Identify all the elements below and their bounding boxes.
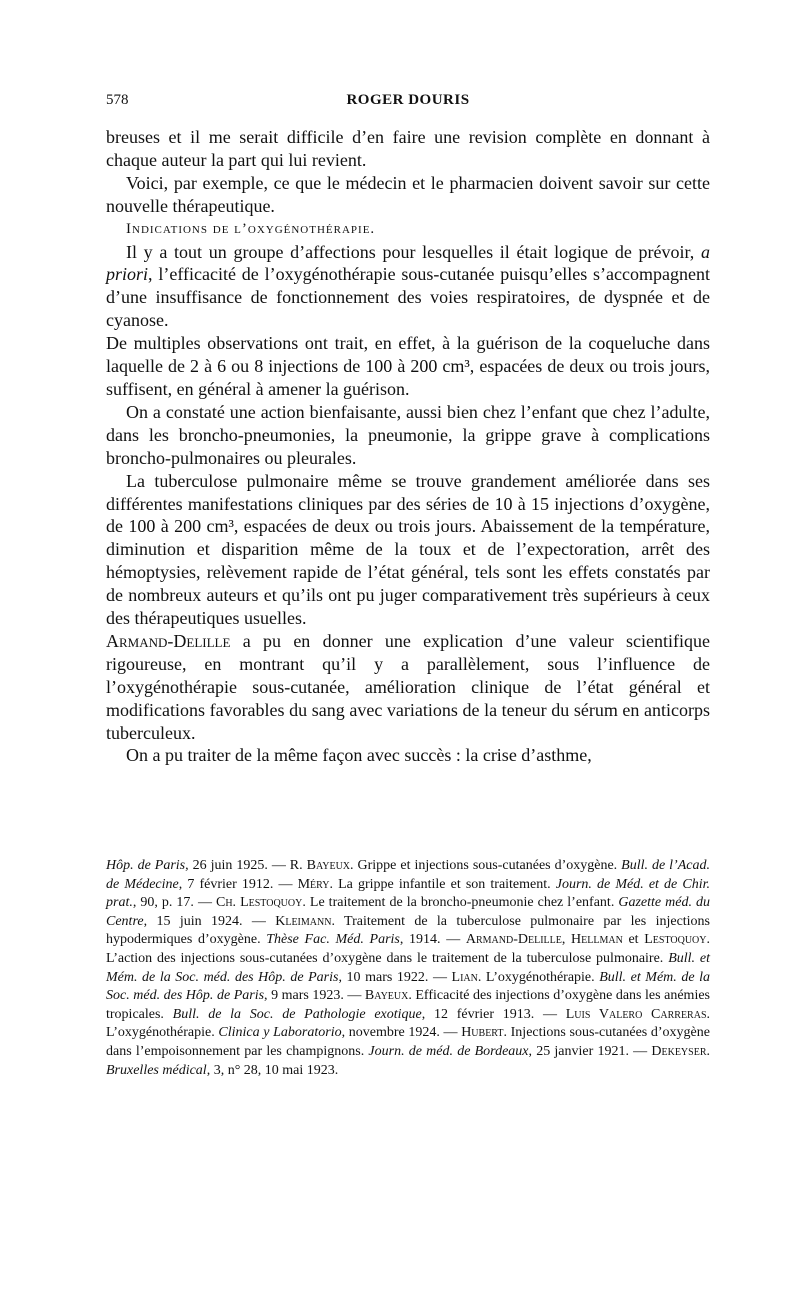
footnotes <box>106 857 710 1080</box>
citation-text: . L’action des injections sous-cutanées d’oxygène dans le traitement de la tuberculose pulmonaire. <box>106 932 710 966</box>
citation-title: Bull. de la Soc. de Pathologie exotique <box>172 1006 422 1022</box>
citation-title: Bull. et Mém. de la Soc. méd. des Hôp. de Paris <box>106 969 711 1004</box>
citation-text: , 9 mars 1923. — <box>264 988 365 1004</box>
paragraph-affections <box>106 241 710 333</box>
citation-title: Gazette méd. du Centre <box>106 895 711 929</box>
page-number: 578 <box>106 92 129 108</box>
author-name: R. Bayeux <box>289 858 351 873</box>
citation-text: . Efficacité des injections d’oxygène dans les anémies tropicales. <box>106 988 710 1022</box>
text-run: Il y a tout un groupe d’affections pour lesquelles il était logique de prévoir, <box>126 241 695 262</box>
citation-text: . <box>706 1043 710 1059</box>
text-run: a pu en donner une explication d’une valeur scientifique rigoureuse, en montrant qu’il y a parallèlement, sous l’influence de l’oxygénothérapie sous-cutanée, amélioration clinique de l’état général et modifications favorables du sang avec variations de la teneur du sérum en anticorps tuberculeux. <box>106 630 710 743</box>
author-name: Dekeyser <box>651 1043 707 1059</box>
italic-phrase: a priori <box>106 241 710 285</box>
citation-text: . Le traitement de la broncho-pneumonie chez l’enfant. <box>302 895 619 911</box>
author-name: Kleimann <box>275 913 332 929</box>
citation-text: et <box>622 932 645 948</box>
citation-text: . Traitement de la tuberculose pulmonaire par les injections hypodermiques d’oxygène. <box>106 913 711 948</box>
citation-text: , 12 février 1913. — <box>421 1006 566 1022</box>
author-name: Armand-Delille, Hellman <box>465 932 623 948</box>
paragraph-asthme: On a pu traiter de la même façon avec succès : la crise d’asthme, <box>126 745 592 766</box>
author-name: Luis Valero Carreras <box>565 1006 707 1022</box>
page-header <box>106 92 710 116</box>
citation-text: . La grippe infantile et son traitement. <box>329 876 556 892</box>
citation-text: , 1914. — <box>399 932 466 948</box>
citation-text: , 7 février 1912. — <box>178 876 298 892</box>
citation-text: . Grippe et injections sous-cutanées d’oxygène. <box>350 858 622 873</box>
paragraph-coqueluche: De multiples observations ont trait, en effet, à la guérison de la coqueluche dans laquelle de 2 à 6 ou 8 injections de 100 à 200 cm³, espacées de deux ou trois jours, suffisent, en général à amener la guérison. <box>106 333 710 399</box>
citation-title: Bull. et Mém. de la Soc. méd. des Hôp. de Paris <box>106 950 710 985</box>
author-name: Lian <box>451 969 478 985</box>
paragraph-armand-delille <box>106 630 710 745</box>
citation-text: . L’oxygénothérapie. <box>477 969 600 985</box>
author-name: Armand-Delille <box>106 630 231 651</box>
citation-title: Thèse Fac. Méd. Paris <box>266 932 400 948</box>
author-name: Ch. Lestoquoy <box>216 895 303 911</box>
citation-title: Bull. de l’Acad. de Médecine <box>106 858 710 892</box>
paragraph-broncho-pneumonies: On a constaté une action bienfaisante, aussi bien chez l’enfant que chez l’adulte, dans les broncho-pneumonies, la pneumonie, la grippe grave à complications broncho-pulmonaires ou pleurales. <box>106 401 710 468</box>
paragraph-continued: breuses et il me serait difficile d’en faire une revision complète en donnant à chaque auteur la part qui lui revient. <box>106 127 710 170</box>
citation-text: , 15 juin 1924. — <box>143 913 276 929</box>
citation-text: , 26 juin 1925. — <box>185 858 290 873</box>
author-name: Lestoquoy <box>644 932 707 948</box>
text-run: , l’efficacité de l’oxygénothérapie sous-cutanée puisqu’elles s’accompagnent d’une insuffisance de fonctionnement des voies respiratoires, de dyspnée et de cyanose. <box>106 264 710 331</box>
running-head: ROGER DOURIS <box>346 92 470 108</box>
main-text <box>106 126 710 767</box>
citation-title: Journ. de Méd. et de Chir. prat. <box>106 876 710 911</box>
citation-text: . L’oxygénothérapie. <box>106 1006 711 1041</box>
author-name: Hubert <box>461 1025 504 1041</box>
citation-text: , 3, n° 28, 10 mai 1923. <box>206 1062 339 1078</box>
citation-title: Journ. de méd. de Bordeaux <box>368 1043 529 1059</box>
author-name: Bayeux <box>364 988 409 1004</box>
paragraph-therapeutique: Voici, par exemple, ce que le médecin et le pharmacien doivent savoir sur cette nouvelle thérapeutique. <box>106 172 710 216</box>
section-heading: Indications de l’oxygénothérapie. <box>126 220 376 237</box>
citation-title: Clinica y Laboratorio <box>218 1025 342 1041</box>
citation-text: . Injections sous-cutanées d’oxygène dans l’empoisonnement par les champignons. <box>106 1025 710 1059</box>
citation-title: Bruxelles médical <box>106 1062 207 1078</box>
footnote-references <box>106 857 710 1080</box>
citation-text: , novembre 1924. — <box>341 1025 462 1041</box>
citation-text: , 10 mars 1922. — <box>338 969 452 985</box>
citation-title: Hôp. de Paris <box>106 858 186 873</box>
paragraph-tuberculose: La tuberculose pulmonaire même se trouve grandement améliorée dans ses différentes manifestations cliniques par des séries de 10 à 15 injections d’oxygène, de 100 à 200 cm³, espacées de deux ou trois jours. Abaissement de la température, diminution et disparition même de la toux et de l’expectoration, arrêt des hémoptysies, relèvement rapide de l’état général, tels sont les effets constatés par de nombreux auteurs et qu’ils ont pu juger comparativement très supérieurs à ceux des thérapeutiques usuelles. <box>106 470 710 629</box>
citation-text: , 90, p. 17. — <box>132 895 216 911</box>
author-name: Méry <box>297 876 330 892</box>
citation-text: , 25 janvier 1921. — <box>528 1043 652 1059</box>
